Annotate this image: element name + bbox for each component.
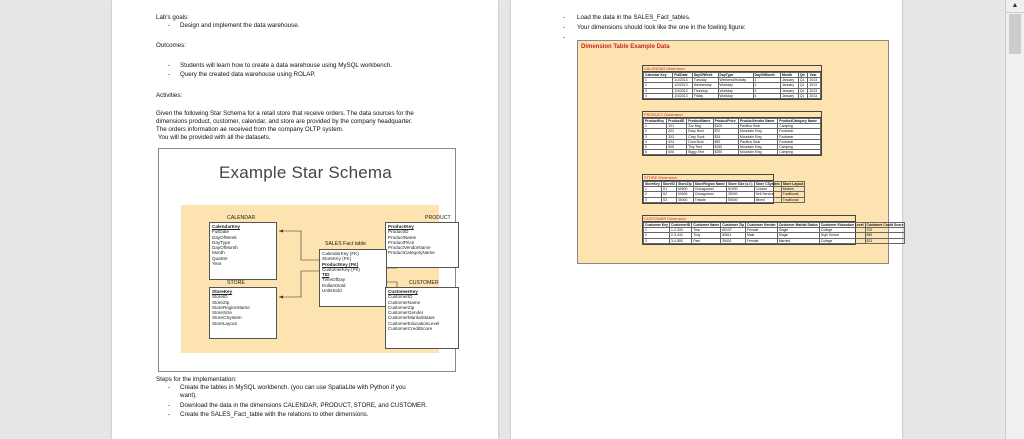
- table-cell: 623: [865, 238, 905, 243]
- header-cell: StoreKey: [645, 182, 660, 186]
- table-cell: Thursday: [692, 88, 718, 93]
- table-cell: Camping: [778, 124, 821, 129]
- table-cell: Self Service: [754, 192, 781, 197]
- table-cell: 3: [644, 134, 667, 139]
- table-header-row: [644, 119, 821, 124]
- table-cell: Traditional: [781, 192, 805, 197]
- table-row: [644, 238, 905, 243]
- field: DayOfWeek: [212, 234, 237, 240]
- field: TimeOfDay: [322, 277, 346, 283]
- table-cell: 6: [644, 150, 667, 155]
- table-cell: College: [819, 228, 865, 233]
- field: TID: [322, 272, 330, 278]
- table-cell: Married: [777, 238, 819, 243]
- store-label: STORE: [227, 280, 245, 286]
- table-cell: 1/2/2013: [673, 83, 692, 88]
- table-cell: Single: [777, 228, 819, 233]
- customer-label: CUSTOMER: [409, 280, 439, 286]
- table-cell: 3X3: [667, 134, 687, 139]
- header-cell: Store Layout: [782, 182, 804, 186]
- field: ProductName: [388, 234, 417, 240]
- calendar-label: CALENDAR: [227, 215, 256, 221]
- table-cell: Female: [746, 238, 778, 243]
- header-cell: ProductPrice: [713, 119, 738, 124]
- table-cell: January: [780, 93, 798, 98]
- table-cell: Tuesday: [692, 78, 718, 83]
- customer-dimension-table: [642, 215, 904, 245]
- table-cell: College: [819, 238, 865, 243]
- table-cell: Mountain King: [738, 145, 777, 150]
- table-cell: Zzz Bag: [687, 124, 713, 129]
- table-cell: 3: [644, 88, 673, 93]
- table-cell: Q1: [798, 88, 808, 93]
- table-cell: January: [780, 78, 798, 83]
- table-cell: Tina: [692, 228, 721, 233]
- header-cell: Customer Marital Status: [778, 223, 818, 227]
- field: StoreZip: [212, 299, 230, 305]
- header-cell: DayType: [718, 73, 753, 78]
- field: ProductPrice: [388, 239, 415, 245]
- header-cell: CustomerID: [671, 223, 691, 227]
- calendar-dimension-caption: CALENDAR Dimension: [643, 66, 821, 72]
- field: ProductCategoryName: [388, 250, 435, 256]
- field: UnitsSold: [322, 288, 342, 294]
- table-cell: $150: [713, 145, 738, 150]
- field: CustomerID: [388, 294, 413, 300]
- table-cell: Pacifica Gear: [738, 124, 777, 129]
- table-cell: 1: [644, 187, 662, 192]
- table-cell: 4: [644, 93, 673, 98]
- load-bullet: Load the data in the SALES_Fact_tables.: [577, 14, 691, 21]
- table-row: [644, 197, 805, 202]
- calendar-link: [279, 231, 319, 260]
- table-cell: Single: [777, 233, 819, 238]
- table-cell: 2: [644, 129, 667, 134]
- field: CustomerZip: [388, 304, 415, 310]
- table-cell: High School: [819, 233, 865, 238]
- store-table: [209, 287, 277, 339]
- intro-line: dimensions product, customer, calendar, and store are provided by the company headquarter.: [156, 118, 413, 125]
- header-cell: DayOfWeek: [692, 73, 718, 78]
- table-cell: Mountain King: [738, 134, 777, 139]
- table-cell: 35000: [727, 192, 755, 197]
- table-cell: 55000: [727, 197, 755, 202]
- table-cell: 1: [644, 78, 673, 83]
- table-cell: 2: [644, 83, 673, 88]
- table-cell: Camping: [778, 150, 821, 155]
- document-page-1: Lab's goals: - Design and implement the data warehouse. Outcomes: - Students will learn how to create a data warehouse using MySQL workbench. - Query the created data warehouse using ROLAP. Activities: Given the following Star Schema for a retail store that receive orders. The data sources for the dimensions product, customer, calendar, and store are provided by the company headquarter. The orders information ae received from the company OLTP system. You will be provided with all the datasets. Example Star Schema CALENDAR CalendarKey FullDate DayOfWeek DayType DayOfMonth Month Quarter Year PRODUCT ProductKey ProductID ProductName ProductPrice ProductVendorName ProductCategoryName SALES Fact table CalendarKey (FK) StoreKey (FK) ProductKey (FK) CustomerKey (FK) TID TimeOfDay DollarsSold UnitsSold STORE StoreKey StoreID StoreZip StoreRegionName StoreSize StoreCSystem StoreLayout CUSTOMER CustomerKey CustomerID CustomerName CustomerZip CustomerGender CustomerMaritalStatus CustomerEducationLevel CustomerCreditScore Steps for the implementation: - Create the tables in MySQL workbench. (you can use SpatiaLite with Python if you want). - Download the data in the dimensions CALENDAR, PRODUCT, STORE, and CUSTOMER. - Create the SALES_Fact_table with the relations to other dimensions.: [112, 0, 498, 439]
- table-cell: 2013: [808, 93, 821, 98]
- table-row: [644, 150, 821, 155]
- intro-line: Given the following Star Schema for a retail store that receive orders. The data sources for the: [156, 110, 414, 117]
- field: ProductVendorName: [388, 245, 431, 251]
- step-item: Create the tables in MySQL workbench. (you can use SpatiaLite with Python if you: [180, 384, 406, 391]
- document-page-2: - Load the data in the SALES_Fact_tables. - Your dimensions should look like the one in the fowling figure: - Dimension Table Example Data CALENDAR Dimension Calendar Key FullDate DayOfWeek DayType DayOfMonth Month Qtr Year 1 1/1/2013 Tuesday Weekend/Holiday 1 January Q1 2013 2 1/2/2013 Wednesday Workday 2 January Q1 2013 3 1/3/2013 Thursday Workday 3 January Q1 2013 4 1/4/2013 Friday Workday 4 January Q1 2013 PRODUCT Dimension ProductKey ProductID ProductName ProductPrice ProductVendor Name ProductCategory Name 1 1X1 Zzz Bag $100 Pacifica Gear Camping 2 2X2 Easy Boot $70 Mountain King Footwear 3 3X3 Cosy Sock $15 Mountain King Footwear 4 4X4 Dura Boot $90 Pacifica Gear Footwear 5 5X5 Tiny Tent $150 Mountain King Camping 6 6X6 Biggy Tent $250 Mountain King Camping STORE Dimension StoreKey StoreID StoreZip StoreRegion Name Store Size (s.f.) Store CSystem Store Layout 1 S1 60600 Chicagoland 51000 Custom Modern 2 S2 60605 Chicagoland 35000 Self Service Traditional 3 S3 35400 Tristate 55000 Mixed Traditional CUSTOMER Dimension Customer Key CustomerID Customer Name Customer Zip Customer Gender Customer Marital Status Customer Education Level Customer Credit Score 1 1-2-333 Tina 60137 Female Single College 700 2 2-3-444 Tony 60611 Male Single High School 650 3 3-4-555 Pam 35401 Female Married College 623: [511, 0, 902, 439]
- table-cell: S1: [661, 187, 676, 192]
- field: StoreRegionName: [212, 304, 250, 310]
- vertical-scrollbar[interactable]: [1005, 0, 1024, 439]
- calendar-table: [209, 222, 277, 280]
- table-cell: 5X5: [667, 145, 687, 150]
- table-cell: 3: [644, 197, 662, 202]
- header-cell: Calendar Key: [644, 73, 673, 78]
- header-cell: Year: [808, 73, 821, 78]
- step-item: Download the data in the dimensions CALENDAR, PRODUCT, STORE, and CUSTOMER.: [180, 402, 428, 409]
- table-cell: 650: [865, 233, 905, 238]
- table-cell: 3: [753, 88, 780, 93]
- store-dimension-caption: STORE Dimension: [643, 175, 773, 181]
- store-key: StoreKey: [212, 289, 233, 294]
- header-cell: Store Size (s.f.): [728, 182, 753, 186]
- table-cell: Friday: [692, 93, 718, 98]
- table-cell: $100: [713, 124, 738, 129]
- outcome-item: Students will learn how to create a data warehouse using MySQL workbench.: [180, 62, 392, 69]
- step-item: Create the SALES_Fact_table with the relations to other dimensions.: [180, 411, 369, 418]
- table-cell: 1: [644, 124, 667, 129]
- table-cell: 60611: [721, 233, 746, 238]
- header-cell: ProductID: [667, 119, 687, 124]
- table-row: [644, 93, 821, 98]
- table-cell: 60605: [676, 192, 693, 197]
- table-cell: 2X2: [667, 129, 687, 134]
- intro-line: The orders information ae received from the company OLTP system.: [156, 126, 344, 133]
- header-cell: StoreID: [662, 182, 675, 186]
- table-cell: $15: [713, 134, 738, 139]
- header-cell: Month: [780, 73, 798, 78]
- customer-table: [385, 287, 459, 349]
- field: ProductKey (FK): [322, 261, 359, 267]
- table-cell: Tristate: [693, 197, 726, 202]
- table-cell: Footwear: [778, 134, 821, 139]
- table-cell: Camping: [778, 145, 821, 150]
- header-cell: Customer Gender: [747, 223, 776, 227]
- table-cell: $250: [713, 150, 738, 155]
- table-cell: Custom: [754, 187, 781, 192]
- field: CustomerMaritalStatus: [388, 315, 435, 321]
- table-cell: 2013: [808, 88, 821, 93]
- table-cell: 4X4: [667, 139, 687, 144]
- table-cell: Biggy Tent: [687, 150, 713, 155]
- table-cell: Pacifica Gear: [738, 139, 777, 144]
- sales-label: SALES Fact table: [325, 241, 366, 247]
- table-cell: Workday: [718, 93, 753, 98]
- table-cell: 2013: [808, 78, 821, 83]
- table-cell: 2: [644, 233, 670, 238]
- product-table: [385, 222, 459, 268]
- goal-item: Design and implement the data warehouse.: [180, 22, 300, 29]
- header-cell: Customer Key: [645, 223, 668, 227]
- table-cell: 35400: [676, 197, 693, 202]
- table-cell: 4: [753, 93, 780, 98]
- table-cell: Workday: [718, 83, 753, 88]
- field: ProductID: [388, 229, 409, 235]
- header-cell: Customer Education Level: [820, 223, 864, 227]
- table-cell: 60600: [676, 187, 693, 192]
- table-cell: 2013: [808, 83, 821, 88]
- header-cell: ProductName: [687, 119, 713, 124]
- header-cell: Customer Credit Score: [866, 223, 904, 227]
- field: StoreKey (FK): [322, 256, 352, 262]
- field: DayType: [212, 239, 231, 245]
- intro-line: You will be provided with all the datasets.: [158, 134, 271, 141]
- table-cell: 1/1/2013: [673, 78, 692, 83]
- table-cell: Q1: [798, 78, 808, 83]
- field: CustomerGender: [388, 310, 424, 316]
- table-cell: Footwear: [778, 129, 821, 134]
- table-cell: Mixed: [754, 197, 781, 202]
- table-cell: 2-3-444: [670, 233, 692, 238]
- table-cell: Q1: [798, 83, 808, 88]
- table-cell: Dura Boot: [687, 139, 713, 144]
- outcomes-heading: Outcomes:: [156, 42, 186, 49]
- table-cell: 1X1: [667, 124, 687, 129]
- star-schema-title: Example Star Schema: [219, 163, 392, 182]
- header-cell: StoreZip: [677, 182, 692, 186]
- table-cell: Wednesday: [692, 83, 718, 88]
- table-cell: Mountain King: [738, 129, 777, 134]
- table-cell: 3: [644, 238, 670, 243]
- header-cell: ProductVendor Name: [738, 119, 777, 124]
- table-cell: 35401: [721, 238, 746, 243]
- header-cell: ProductKey: [644, 119, 667, 124]
- table-cell: Easy Boot: [687, 129, 713, 134]
- table-cell: Footwear: [778, 139, 821, 144]
- header-cell: DayOfMonth: [753, 73, 780, 78]
- table-cell: Tiny Tent: [687, 145, 713, 150]
- table-cell: 1: [644, 228, 670, 233]
- goals-heading: Lab's goals:: [156, 14, 189, 21]
- table-cell: Mountain King: [738, 150, 777, 155]
- calendar-key: CalendarKey: [212, 224, 241, 229]
- field: DayOfMonth: [212, 245, 238, 251]
- field: CustomerCreditScore: [388, 326, 433, 332]
- table-cell: Male: [746, 233, 778, 238]
- header-cell: StoreRegion Name: [694, 182, 726, 186]
- step-item-cont: want).: [180, 392, 197, 399]
- field: Quarter: [212, 255, 228, 261]
- field: StoreCSystem: [212, 315, 242, 321]
- table-cell: January: [780, 88, 798, 93]
- sales-fact-table: [319, 249, 387, 307]
- product-dimension-table: [642, 111, 822, 156]
- table-cell: Female: [746, 228, 778, 233]
- dimension-example-figure: [577, 40, 904, 264]
- table-cell: 6X6: [667, 150, 687, 155]
- table-cell: Modern: [781, 187, 805, 192]
- product-key: ProductKey: [388, 224, 414, 229]
- table-cell: 1/3/2013: [673, 88, 692, 93]
- table-cell: $90: [713, 139, 738, 144]
- field: CustomerKey (FK): [322, 266, 361, 272]
- field: StoreID: [212, 294, 228, 300]
- table-cell: 5: [644, 145, 667, 150]
- field: CalendarKey (FK): [322, 251, 359, 256]
- table-cell: January: [780, 83, 798, 88]
- field: CustomerName: [388, 299, 421, 305]
- table-cell: Chicagoland: [693, 192, 726, 197]
- table-cell: S2: [661, 192, 676, 197]
- store-link: [279, 271, 319, 297]
- table-cell: 2: [753, 83, 780, 88]
- header-cell: Customer Name: [693, 223, 720, 227]
- scroll-up-icon[interactable]: ▲: [1006, 0, 1024, 13]
- field: DollarsSold: [322, 282, 346, 288]
- scrollbar-thumb[interactable]: [1009, 14, 1021, 54]
- calendar-dimension-table: [642, 65, 822, 100]
- table-cell: Traditional: [781, 197, 805, 202]
- header-cell: Qtr: [798, 73, 808, 78]
- table-cell: 51000: [727, 187, 755, 192]
- figure-bullet: Your dimensions should look like the one in the fowling figure:: [577, 24, 746, 31]
- activities-heading: Activities:: [156, 92, 183, 99]
- table-cell: $70: [713, 129, 738, 134]
- table-cell: 2: [644, 192, 662, 197]
- table-cell: 1: [753, 78, 780, 83]
- table-cell: Q1: [798, 93, 808, 98]
- table-cell: Chicagoland: [693, 187, 726, 192]
- table-cell: 1-2-333: [670, 228, 692, 233]
- store-dimension-table: [642, 174, 804, 204]
- figure-title: Dimension Table Example Data: [581, 44, 670, 50]
- table-cell: Tony: [692, 233, 721, 238]
- field: Month: [212, 250, 225, 256]
- table-cell: S3: [661, 197, 676, 202]
- product-dimension-caption: PRODUCT Dimension: [643, 112, 821, 118]
- customer-key: CustomerKey: [388, 289, 418, 294]
- field: CustomerEducationLevel: [388, 320, 440, 326]
- field: Year: [212, 261, 222, 267]
- header-cell: Store CSystem: [755, 182, 780, 186]
- table-cell: Workday: [718, 88, 753, 93]
- table-cell: Weekend/Holiday: [718, 78, 753, 83]
- product-label: PRODUCT: [425, 215, 451, 221]
- header-cell: FullDate: [673, 73, 692, 78]
- table-cell: 4: [644, 139, 667, 144]
- field: StoreLayout: [212, 320, 237, 326]
- field: FullDate: [212, 229, 230, 235]
- header-cell: ProductCategory Name: [778, 119, 821, 124]
- outcome-item: Query the created data warehouse using ROLAP.: [180, 71, 316, 78]
- table-cell: 3-4-555: [670, 238, 692, 243]
- table-cell: Pam: [692, 238, 721, 243]
- table-cell: 1/4/2013: [673, 93, 692, 98]
- table-cell: 60137: [721, 228, 746, 233]
- star-schema-figure: [158, 148, 456, 372]
- header-cell: Customer Zip: [722, 223, 745, 227]
- table-cell: 700: [865, 228, 905, 233]
- table-cell: Cosy Sock: [687, 134, 713, 139]
- steps-heading: Steps for the implementation:: [156, 376, 237, 383]
- field: StoreSize: [212, 310, 232, 316]
- customer-dimension-caption: CUSTOMER Dimension: [643, 216, 855, 222]
